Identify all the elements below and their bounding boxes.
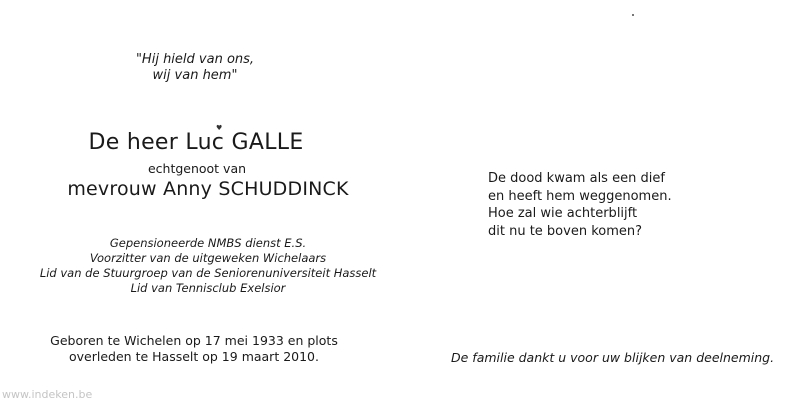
role-line: Voorzitter van de uitgeweken Wichelaars bbox=[89, 251, 327, 265]
speck-mark bbox=[632, 14, 634, 16]
poem-line: dit nu te boven komen? bbox=[488, 223, 643, 239]
quote-block bbox=[136, 52, 254, 84]
quote-line: "Hij hield van ons, bbox=[135, 52, 255, 67]
role-line: Lid van Tennisclub Exelsior bbox=[130, 281, 286, 295]
poem-line: en heeft hem weggenomen. bbox=[488, 188, 672, 204]
spouse-name bbox=[67, 178, 348, 200]
quote-line: wij van hem" bbox=[152, 68, 238, 83]
deceased-name bbox=[88, 130, 303, 155]
spouse-intro: echtgenoot van bbox=[147, 161, 247, 176]
poem-block bbox=[488, 170, 672, 240]
poem-line: De dood kwam als een dief bbox=[488, 171, 665, 186]
death-line: overleden te Hasselt op 19 maart 2010. bbox=[69, 349, 319, 364]
deceased-name-prefix: De heer Luc bbox=[88, 130, 232, 155]
birth-death-block bbox=[50, 333, 338, 365]
watermark: www.indeken.be bbox=[2, 388, 93, 401]
role-line: Lid van de Stuurgroep van de Seniorenuniversiteit Hasselt bbox=[39, 266, 377, 280]
birth-line: Geboren te Wichelen op 17 mei 1933 en plots bbox=[50, 333, 338, 348]
roles-block bbox=[40, 236, 376, 296]
deceased-surname: GALLE bbox=[231, 130, 304, 155]
role-line: Gepensioneerde NMBS dienst E.S. bbox=[109, 236, 307, 250]
poem-line: Hoe zal wie achterblijft bbox=[488, 206, 638, 221]
spouse-surname: SCHUDDINCK bbox=[218, 178, 349, 200]
heart-icon: ♥ bbox=[216, 124, 223, 132]
spouse-name-prefix: mevrouw Anny bbox=[67, 178, 219, 200]
thanks-text: De familie dankt u voor uw blijken van deelneming. bbox=[451, 350, 775, 365]
